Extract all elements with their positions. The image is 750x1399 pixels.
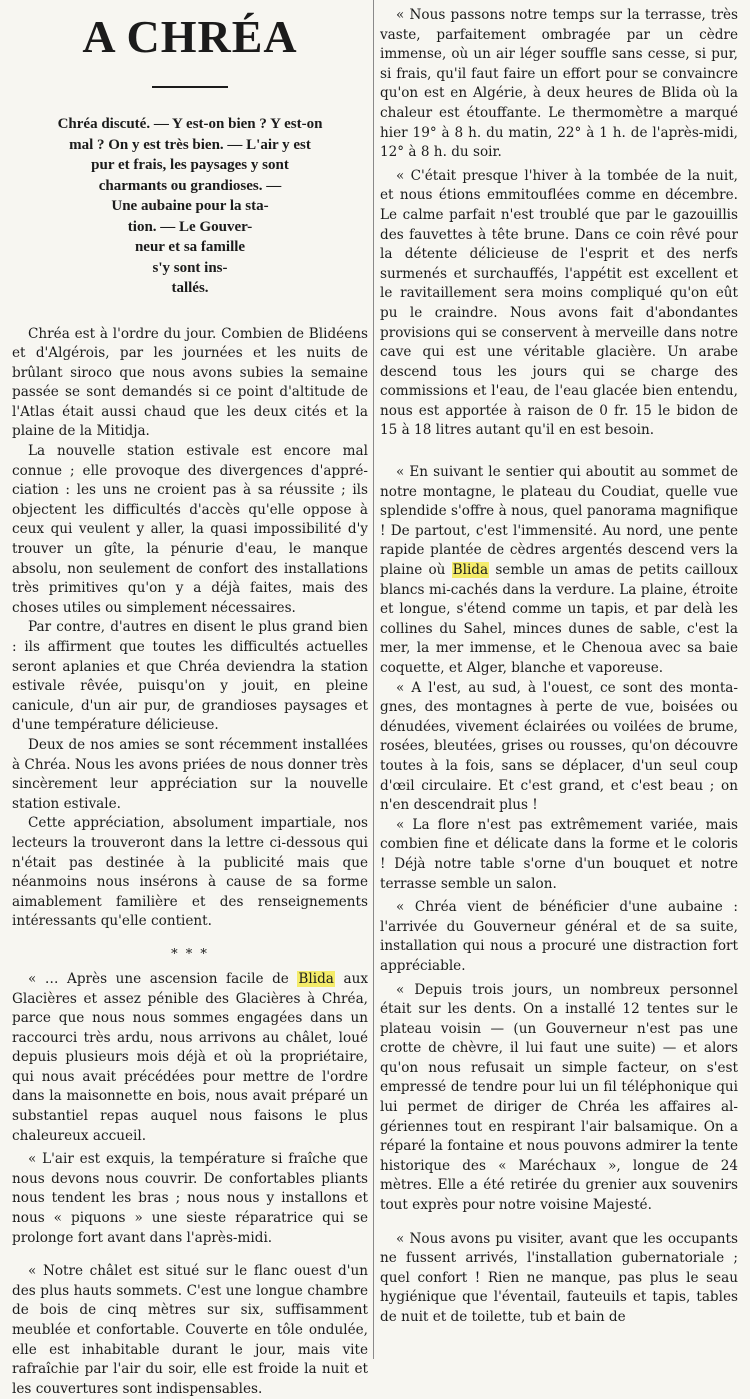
left-column <box>12 0 368 1399</box>
letter-paragraph: « Depuis trois jours, un nombreux personnel était sur les dents. On a installé 12 tentes sur le plateau voisin — (un Gouverneur n'est pas une crotte de chèvre, il lui faut une suite) — et alors qu'on nous refusait un simple facteur, on s'est empressé de tendre pour lui un fil téléphonique qui lui permet de diriger de Chréa les affaires algériennes tout en respirant l'air balsamique. On a réparé la fontaine et nous pouvons admirer la tente historique des « Maréchaux », longue de 24 mètres. Elle a été retirée du grenier aux souvenirs tout exprès pour notre voisine Majesté. <box>380 981 738 1214</box>
text-run: « En suivant le sentier qui aboutit au sommet de notre montagne, le plateau du Coudiat, quelle vue splendide s'offre à nous, quel panorama magnifique ! De partout, c'est l'immensité. Au nord, une pente rapide plantée de cèdres argentés descend vers la plaine où <box>380 464 738 579</box>
article-summary <box>12 114 368 299</box>
intro-paragraph: Par contre, d'autres en disent le plus grand bien : ils affirment que toutes les difficultés actuelles seront aplanies et que Chréa deviendra la station estivale rêvée, puisqu'on y jouit, en pleine canicule, d'un air pur, de grandioses paysages et d'une température délicieuse. <box>12 619 368 734</box>
text-run: semble un amas de petits cailloux blancs mi-cachés dans la verdure. La plaine, étroite et longue, s'étend comme un tapis, et par delà les collines du Sahel, minces dunes de sable, c'est la mer, la mer immense, et le Chenoua avec sa baie coquette, et Alger, blanche et vaporeuse. <box>380 562 738 676</box>
column-divider <box>373 0 374 1359</box>
highlighted-word: Blida <box>452 562 489 579</box>
summary-line: tion. — Le Gouver- <box>127 218 253 235</box>
summary-line: Une aubaine pour la sta- <box>111 198 269 214</box>
highlighted-word: Blida <box>298 970 334 987</box>
text-run: « … Après une ascension facile de <box>28 970 298 987</box>
summary-line: Chréa discuté. — Y est-on bien ? Y est-on <box>57 116 323 132</box>
letter-paragraph: « L'air est exquis, la température si fraîche que nous devons nous couvrir. De confortables pliants nous tendent les bras ; nous nous y installons et nous « piquons » une sieste réparatrice qui se prolonge fort avant dans l'après-midi. <box>12 1151 368 1246</box>
letter-paragraph: « C'était presque l'hiver à la tombée de la nuit, et nous étions emmitouflées comme en décembre. Le calme parfait n'est troublé que par le gazouillis des fauvettes à tête brune. Dans ce coin rêvé pour la détente délicieuse de l'esprit et des nerfs surmenés et surchauffés, l'appétit est excellent et le ravitaillement sera moins compliqué qu'on eût pu le craindre. Nous avons fait d'abondantes provisions qui se conservent à merveille dans notre cave qui est une véritable glacière. Un arabe descend tous les jours qui se charge des commissions et l'eau, de l'eau glacée bien entendu, nous est apportée à raison de 0 fr. 15 le bidon de 15 à 18 litres autant qu'il en est besoin. <box>380 167 738 439</box>
letter-paragraph: « A l'est, au sud, à l'ouest, ce sont des montagnes, des montagnes à perte de vue, boisées ou dénudées, vivement éclairées ou voilées de brume, rosées, bleutées, grises ou rousses, qu'on découvre toutes à la fois, sans se déplacer, d'un seul coup d'œil circulaire. Et c'est grand, et c'est beau ; on n'en descendrait plus ! <box>380 679 738 814</box>
letter-paragraph: « Nous avons pu visiter, avant que les occupants ne fussent arrivés, l'installation gubernatoriale ; quel confort ! Rien ne manque, pas plus le seau hygiénique que l'éventail, fauteuils et tapis, tables de nuit et de toilette, tub et bain de <box>380 1230 738 1325</box>
letter-paragraph <box>12 970 368 1146</box>
summary-line: tallés. <box>171 280 209 296</box>
summary-line: pur et frais, les paysages y sont <box>91 157 289 173</box>
article-title: A CHRÉA <box>82 11 298 62</box>
text-run: aux Glacières et assez pénible des Glacières à Chréa, parce que nous nous sommes engagées dans un raccourci très ardu, nous arrivons au châlet, loué depuis plusieurs mois déjà et où la propriétaire, qui nous avait précédées pour mettre de l'ordre dans la maisonnette en bois, nous avait préparé un substantiel repas auquel nous faisons le plus chaleureux accueil. <box>12 970 368 1144</box>
intro-paragraph: Chréa est à l'ordre du jour. Combien de Blidéens et d'Algérois, par les journées et les nuits de brûlant siroco que nous avons subies la semaine passée se sont demandés si ce point d'altitude de l'Atlas était aussi chaud que les deux cités et la plaine de la Mitidja. <box>12 325 368 440</box>
letter-paragraph: « La flore n'est pas extrêmement variée, mais combien fine et délicate dans la forme et le coloris ! Déjà notre table s'orne d'un bouquet et notre terrasse semble un salon. <box>380 816 738 892</box>
title-rule <box>152 86 228 88</box>
intro-paragraph: Deux de nos amies se sont récemment installées à Chréa. Nous les avons priées de nous donner très sincèrement leur appréciation sur la nouvelle station estivale. <box>12 736 368 812</box>
letter-paragraph: « Chréa vient de bénéficier d'une aubaine : l'arrivée du Gouverneur général et de sa suite, installation qui nous a procuré une distraction fort appréciable. <box>380 899 738 974</box>
summary-line: neur et sa famille <box>134 239 246 255</box>
summary-line: charmants ou grandioses. — <box>98 177 282 194</box>
section-separator: * * * <box>171 946 209 962</box>
letter-paragraph: « Notre châlet est situé sur le flanc ouest d'un des plus hauts sommets. C'est une longue chambre de bois de cinq mètres sur six, suffisamment meublée et confortable. Couverte en tôle ondulée, elle est inhabitable durant le jour, mais vite rafraîchie par l'air du soir, elle est froide la nuit et les couvertures sont indispensables. <box>12 1263 368 1397</box>
right-column <box>380 0 738 1328</box>
summary-line: mal ? On y est très bien. — L'air y est <box>69 136 311 153</box>
intro-paragraph: Cette appréciation, absolument impartiale, nos lecteurs la trouveront dans la lettre ci-dessous qui n'était pas destinée à la publicité mais que néanmoins nous insérons à cause de sa forme aimablement familière et des renseignements intéressants qu'elle contient. <box>12 815 368 930</box>
letter-paragraph: « Nous passons notre temps sur la terrasse, très vaste, parfaitement ombragée par un cèdre immense, où un air léger souffle sans cesse, si pur, si frais, qu'il faut faire un effort pour se convaincre qu'on est en Algérie, à deux heures de Blida où la chaleur est étouffante. Le thermomètre a marqué hier 19° à 8 h. du matin, 22° à 1 h. de l'après-midi, 12° à 8 h. du soir. <box>380 7 738 161</box>
letter-paragraph <box>380 463 738 679</box>
intro-paragraph: La nouvelle station estivale est encore mal connue ; elle provoque des divergences d'appréciation : les uns ne croient pas à sa réussite ; ils objectent les difficultés d'accès qu'elle oppose à ceux qui veulent y aller, la quasi impossibilité d'y trouver un gîte, la pénurie d'eau, le manque absolu, non seulement de confort des installations très primitives qu'on y a déjà faites, mais des choses utiles ou simplement nécessaires. <box>12 443 368 616</box>
summary-line: s'y sont ins- <box>152 259 228 276</box>
